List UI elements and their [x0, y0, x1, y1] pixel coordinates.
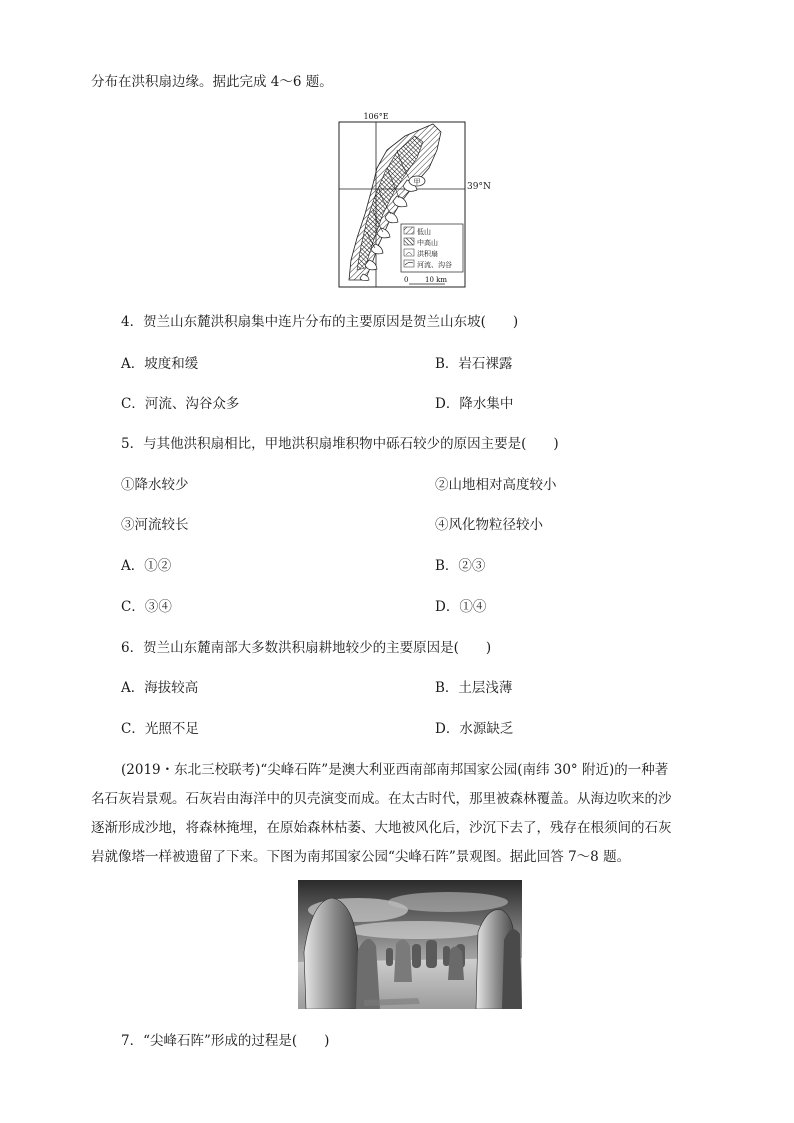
q4-stem: 4．贺兰山东麓洪积扇集中连片分布的主要原因是贺兰山东坡( ): [121, 314, 519, 330]
legend-label-low: 低山: [417, 228, 431, 236]
q6-option-d: D．水源缺乏: [435, 721, 514, 737]
scale-zero: 0: [404, 276, 409, 284]
q4-option-d: D．降水集中: [435, 396, 514, 412]
passage-line-2: 名石灰岩景观。石灰岩由海洋中的贝壳演变而成。在太古时代，那里被森林覆盖。从海边吹来的沙: [91, 791, 672, 807]
q5-option-c: C．③④: [121, 599, 172, 615]
q5-statement-2: ②山地相对高度较小: [435, 477, 557, 493]
q6-option-c: C．光照不足: [121, 721, 199, 737]
legend-label-river: 河流、沟谷: [417, 261, 452, 269]
site-jia-label: 甲: [413, 178, 421, 186]
map-legend: [401, 224, 463, 272]
passage-line-3: 逐渐形成沙地，将森林掩埋，在原始森林枯萎、大地被风化后，沙沉下去了，残存在根须间的石灰: [91, 820, 672, 836]
legend-swatch-high: [404, 238, 414, 245]
longitude-label: 106°E: [363, 112, 389, 121]
q5-statement-1: ①降水较少: [121, 477, 189, 493]
scale-label: 10 km: [425, 276, 448, 284]
passage-line-1: (2019・东北三校联考)“尖峰石阵”是澳大利亚西南部南邦国家公园(南纬 30° 附近)的一种著: [121, 762, 669, 778]
legend-label-fan: 洪积扇: [417, 250, 438, 258]
q4-option-b: B．岩石裸露: [435, 356, 513, 372]
q5-statement-4: ④风化物粒径较小: [435, 517, 543, 533]
q6-option-a: A．海拔较高: [121, 680, 199, 696]
q4-option-c: C．河流、沟谷众多: [121, 396, 240, 412]
q5-stem: 5．与其他洪积扇相比，甲地洪积扇堆积物中砾石较少的原因主要是( ): [121, 436, 559, 452]
legend-swatch-low: [404, 227, 414, 234]
pinnacles-photo: [298, 880, 522, 1009]
legend-label-high: 中高山: [417, 239, 438, 247]
q5-option-a: A．①②: [121, 558, 172, 574]
q4-option-a: A．坡度和缓: [121, 356, 199, 372]
passage-line-4: 岩就像塔一样被遗留了下来。下图为南邦国家公园“尖峰石阵”景观图。据此回答 7～8 题。: [91, 849, 631, 865]
q7-stem: 7．“尖峰石阵”形成的过程是( ): [121, 1033, 330, 1049]
q6-stem: 6．贺兰山东麓南部大多数洪积扇耕地较少的主要原因是( ): [121, 640, 492, 656]
q6-option-b: B．土层浅薄: [435, 680, 513, 696]
q5-option-b: B．②③: [435, 558, 486, 574]
q5-option-d: D．①④: [435, 599, 487, 615]
q5-statement-3: ③河流较长: [121, 517, 189, 533]
intro-text: 分布在洪积扇边缘。据此完成 4～6 题。: [91, 74, 333, 90]
legend-swatch-river: [404, 260, 414, 267]
helan-mountain-map: [337, 110, 469, 290]
latitude-label-outer: 39°N: [467, 182, 491, 192]
